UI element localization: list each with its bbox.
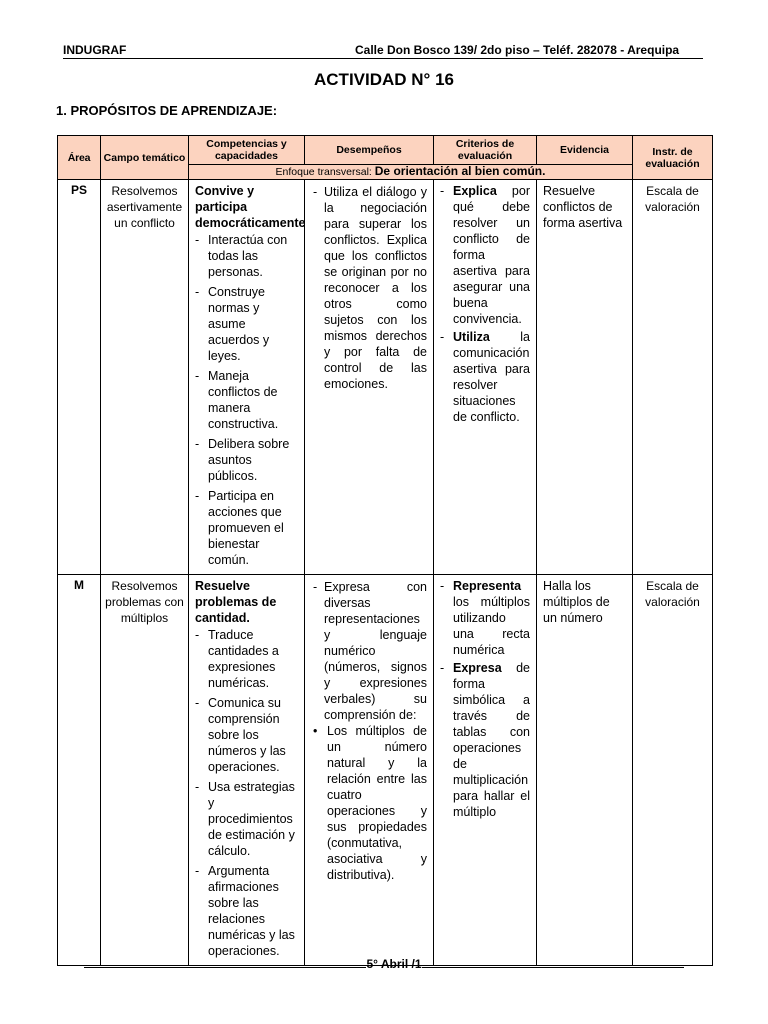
header-desempenos: Desempeños: [305, 136, 434, 165]
desempeno-cell: [305, 575, 434, 966]
header-competencias: Competencias y capacidades: [189, 136, 305, 165]
desempeno-item: - Utiliza el diálogo y la negociación para superar los conflictos. Explica que los conflictos se originan por no reconocer a los otros como sujetos con los mismos derechos y por falta de control de las emociones.: [313, 184, 427, 392]
campo-cell: Resolvemos problemas con múltiplos: [101, 575, 189, 966]
desempeno-item: - Expresa con diversas representaciones y lenguaje numérico (números, signos y expresiones verbales) su comprensión de:: [313, 579, 427, 723]
instrumento-cell: Escala de valoración: [633, 180, 713, 575]
enfoque-value: De orientación al bien común.: [374, 164, 546, 178]
capacidad-item: - Interactúa con todas las personas.: [195, 232, 300, 280]
criterio-verb: Expresa: [453, 661, 502, 675]
criterio-text: la comunicación asertiva para resolver situaciones de conflicto.: [453, 330, 530, 424]
capacidad-item: - Maneja conflictos de manera constructiva.: [195, 368, 300, 432]
table-row: [58, 575, 713, 966]
header-address: Calle Don Bosco 139/ 2do piso – Teléf. 282078 - Arequipa: [355, 43, 680, 57]
footer-rule-right: [422, 967, 684, 968]
header-instrumento: Instr. de evaluación: [633, 136, 713, 180]
page-title: ACTIVIDAD N° 16: [314, 70, 454, 89]
header-evidencia: Evidencia: [537, 136, 633, 165]
header-area: Área: [58, 136, 101, 180]
footer-rule-left: [84, 967, 366, 968]
criterio-verb: Representa: [453, 579, 522, 593]
capacidad-item: - Usa estrategias y procedimientos de estimación y cálculo.: [195, 779, 300, 859]
criterio-verb: Utiliza: [453, 330, 490, 344]
criterio-item: [440, 183, 530, 327]
criterio-cell: [434, 575, 537, 966]
evidencia-cell: Resuelve conflictos de forma asertiva: [537, 180, 633, 575]
area-cell: PS: [58, 180, 101, 575]
area-cell: M: [58, 575, 101, 966]
competencia-lead: Convive y participa democráticamente: [195, 184, 306, 230]
capacidad-item: - Comunica su comprensión sobre los números y las operaciones.: [195, 695, 300, 775]
criterio-item: [440, 578, 530, 658]
capacidad-item: - Argumenta afirmaciones sobre las relaciones numéricas y las operaciones.: [195, 863, 300, 959]
header-campo: Campo temático: [101, 136, 189, 180]
table-row: [58, 180, 713, 575]
section-title: 1. PROPÓSITOS DE APRENDIZAJE:: [56, 103, 278, 118]
criterio-item: [440, 329, 530, 425]
learning-purposes-table: [57, 135, 713, 966]
criterio-text: los múltiplos utilizando una recta numérica: [453, 595, 530, 657]
desempeno-cell: [305, 180, 434, 575]
criterio-verb: Explica: [453, 184, 497, 198]
capacidad-item: - Traduce cantidades a expresiones numéricas.: [195, 627, 300, 691]
competencia-cell: [189, 575, 305, 966]
criterio-text: de forma simbólica a través de tablas con operaciones de multiplicación para hallar el múltiplo: [453, 661, 530, 819]
header-rule: [63, 58, 703, 59]
capacidad-item: - Delibera sobre asuntos públicos.: [195, 436, 300, 484]
criterio-text: por qué debe resolver un conflicto de forma asertiva para asegurar una buena convivencia.: [453, 184, 530, 326]
footer-text: 5° Abril /1: [366, 957, 422, 971]
enfoque-transversal: [189, 165, 633, 180]
evidencia-cell: Halla los múltiplos de un número: [537, 575, 633, 966]
instrumento-cell: Escala de valoración: [633, 575, 713, 966]
header-criterios: Criterios de evaluación: [434, 136, 537, 165]
header-company: INDUGRAF: [63, 43, 127, 57]
desempeno-bullet: • Los múltiplos de un número natural y la relación entre las cuatro operaciones y sus propiedades (conmutativa, asociativa y distributiva).: [313, 723, 427, 883]
page-footer: [0, 957, 768, 971]
competencia-lead: Resuelve problemas de cantidad.: [195, 579, 277, 625]
capacidad-item: - Construye normas y asume acuerdos y leyes.: [195, 284, 300, 364]
competencia-cell: [189, 180, 305, 575]
criterio-cell: [434, 180, 537, 575]
criterio-item: [440, 660, 530, 820]
capacidad-item: - Participa en acciones que promueven el bienestar común.: [195, 488, 300, 568]
campo-cell: Resolvemos asertivamente un conflicto: [101, 180, 189, 575]
enfoque-label: Enfoque transversal:: [275, 166, 372, 178]
